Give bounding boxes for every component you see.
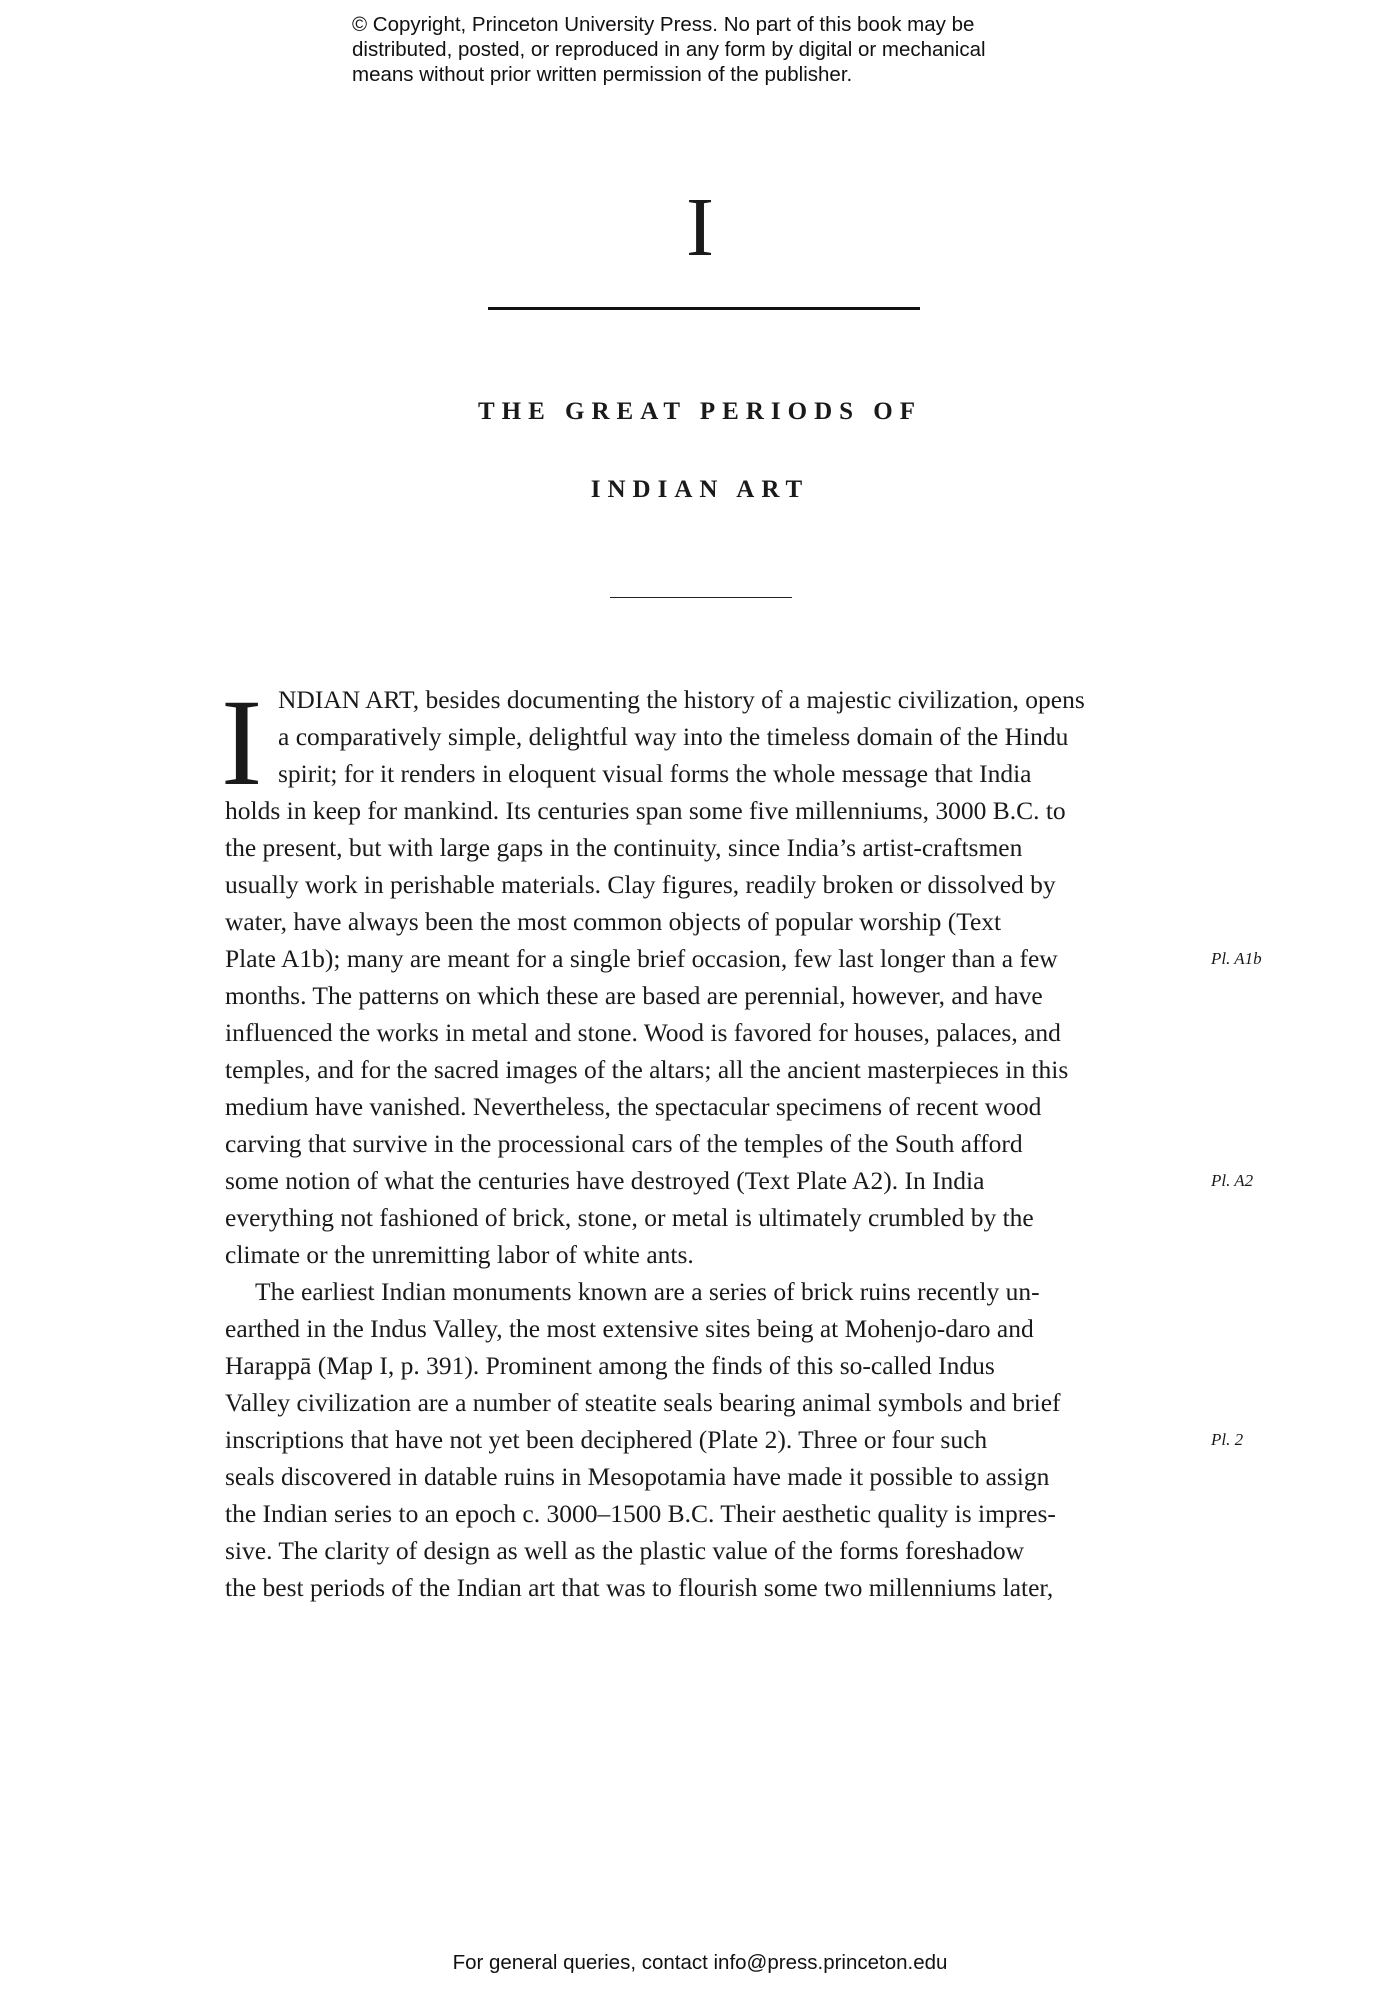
- body-line: earthed in the Indus Valley, the most extensive sites being at Mohenjo-daro and: [225, 1314, 1034, 1343]
- body-line: temples, and for the sacred images of the altars; all the ancient masterpieces in this: [225, 1055, 1069, 1084]
- body-line: Plate A1b); many are meant for a single brief occasion, few last longer than a few: [225, 944, 1058, 973]
- body-line: The earliest Indian monuments known are a series of brick ruins recently un-: [255, 1277, 1040, 1306]
- body-line: the Indian series to an epoch c. 3000–1500 B.C. Their aesthetic quality is impres-: [225, 1499, 1056, 1528]
- body-line: spirit; for it renders in eloquent visual forms the whole message that India: [278, 759, 1032, 788]
- body-line: the best periods of the Indian art that was to flourish some two millenniums later,: [225, 1573, 1054, 1602]
- body-line: inscriptions that have not yet been deciphered (Plate 2). Three or four such: [225, 1425, 988, 1454]
- body-line: NDIAN ART, besides documenting the history of a majestic civilization, opens: [278, 685, 1085, 714]
- body-line: water, have always been the most common objects of popular worship (Text: [225, 907, 1002, 936]
- body-line: Harappā (Map I, p. 391). Prominent among the finds of this so-called Indus: [225, 1351, 995, 1380]
- body-line: holds in keep for mankind. Its centuries span some five millenniums, 3000 B.C. to: [225, 796, 1066, 825]
- chapter-title-line-2: INDIAN ART: [590, 476, 810, 503]
- body-line: medium have vanished. Nevertheless, the spectacular specimens of recent wood: [225, 1092, 1042, 1121]
- copyright-line: means without prior written permission of the publisher.: [352, 63, 853, 86]
- chapter-rule-divider: [488, 307, 920, 310]
- body-line: the present, but with large gaps in the continuity, since India’s artist-craftsmen: [225, 833, 1023, 862]
- body-line: Valley civilization are a number of steatite seals bearing animal symbols and brief: [225, 1388, 1061, 1417]
- margin-note-plate-2: Pl. 2: [1211, 1430, 1244, 1449]
- body-line: some notion of what the centuries have destroyed (Text Plate A2). In India: [225, 1166, 985, 1195]
- body-line: months. The patterns on which these are based are perennial, however, and have: [225, 981, 1043, 1010]
- chapter-numeral: I: [686, 181, 714, 274]
- body-line: carving that survive in the processional cars of the temples of the South afford: [225, 1129, 1023, 1158]
- title-rule-divider: [610, 597, 792, 598]
- body-line: everything not fashioned of brick, stone, or metal is ultimately crumbled by the: [225, 1203, 1034, 1232]
- body-line: usually work in perishable materials. Clay figures, readily broken or dissolved by: [225, 870, 1056, 899]
- copyright-notice: [352, 12, 1072, 87]
- copyright-line: distributed, posted, or reproduced in any form by digital or mechanical: [352, 38, 986, 61]
- copyright-line: © Copyright, Princeton University Press. No part of this book may be: [352, 13, 975, 36]
- body-line: influenced the works in metal and stone. Wood is favored for houses, palaces, and: [225, 1018, 1061, 1047]
- drop-cap: I: [221, 674, 263, 811]
- margin-note-plate-a2: Pl. A2: [1211, 1171, 1254, 1190]
- body-line: seals discovered in datable ruins in Mesopotamia have made it possible to assign: [225, 1462, 1050, 1491]
- body-line: a comparatively simple, delightful way into the timeless domain of the Hindu: [278, 722, 1069, 751]
- margin-note-plate-a1b: Pl. A1b: [1211, 949, 1262, 968]
- chapter-title-line-1: THE GREAT PERIODS OF: [478, 398, 922, 425]
- footer-contact: For general queries, contact info@press.princeton.edu: [452, 1951, 948, 1974]
- body-line: sive. The clarity of design as well as the plastic value of the forms foreshadow: [225, 1536, 1025, 1565]
- body-line: climate or the unremitting labor of white ants.: [225, 1240, 694, 1269]
